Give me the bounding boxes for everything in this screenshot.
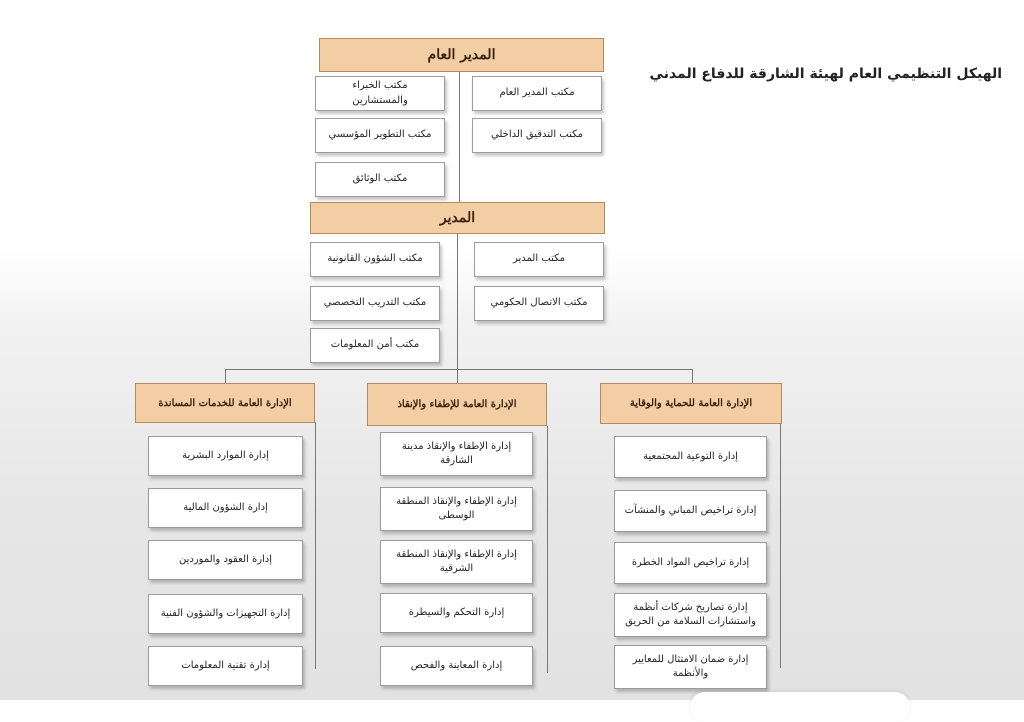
unit-box: إدارة ضمان الامتثال للمعايير والأنظمة: [614, 645, 767, 689]
page-title: الهيكل التنظيمي العام لهيئة الشارقة للدفاع المدني: [649, 66, 1002, 82]
office-box: مكتب التدريب التخصصي: [310, 286, 440, 321]
office-box: مكتب المدير: [474, 242, 604, 277]
unit-box: إدارة تراخيص المواد الخطرة: [614, 542, 767, 584]
department-header: الإدارة العامة للإطفاء والإنقاذ: [367, 383, 547, 426]
unit-box: إدارة الإطفاء والإنقاذ المنطقة الشرقية: [380, 540, 533, 584]
office-box: مكتب الشؤون القانونية: [310, 242, 440, 277]
office-box: مكتب التدقيق الداخلي: [472, 118, 602, 153]
department-header: الإدارة العامة للخدمات المساندة: [135, 383, 315, 423]
unit-box: إدارة تراخيص المباني والمنشآت: [614, 490, 767, 532]
unit-box: إدارة المعاينة والفحص: [380, 646, 533, 686]
office-box: مكتب الوثائق: [315, 162, 445, 197]
office-box: مكتب المدير العام: [472, 76, 602, 111]
office-box: مكتب أمن المعلومات: [310, 328, 440, 363]
unit-box: إدارة الإطفاء والإنقاذ المنطقة الوسطى: [380, 487, 533, 531]
unit-box: إدارة العقود والموردين: [148, 540, 303, 580]
director-general-header: المدير العام: [319, 38, 604, 72]
unit-box: إدارة تقنية المعلومات: [148, 646, 303, 686]
unit-box: إدارة التجهيزات والشؤون الفنية: [148, 594, 303, 634]
unit-box: إدارة التحكم والسيطرة: [380, 593, 533, 633]
unit-box: إدارة الموارد البشرية: [148, 436, 303, 476]
office-box: مكتب الخبراء والمستشارين: [315, 76, 445, 111]
office-box: مكتب التطوير المؤسسي: [315, 118, 445, 153]
unit-box: إدارة الشؤون المالية: [148, 488, 303, 528]
unit-box: إدارة التوعية المجتمعية: [614, 436, 767, 478]
director-header: المدير: [310, 202, 605, 234]
department-header: الإدارة العامة للحماية والوقاية: [600, 383, 782, 424]
unit-box: إدارة الإطفاء والإنقاذ مدينة الشارقة: [380, 432, 533, 476]
bottom-overlay-chip: [690, 692, 910, 722]
unit-box: إدارة تصاريح شركات أنظمة واستشارات السلامة من الحريق: [614, 593, 767, 637]
office-box: مكتب الاتصال الحكومي: [474, 286, 604, 321]
